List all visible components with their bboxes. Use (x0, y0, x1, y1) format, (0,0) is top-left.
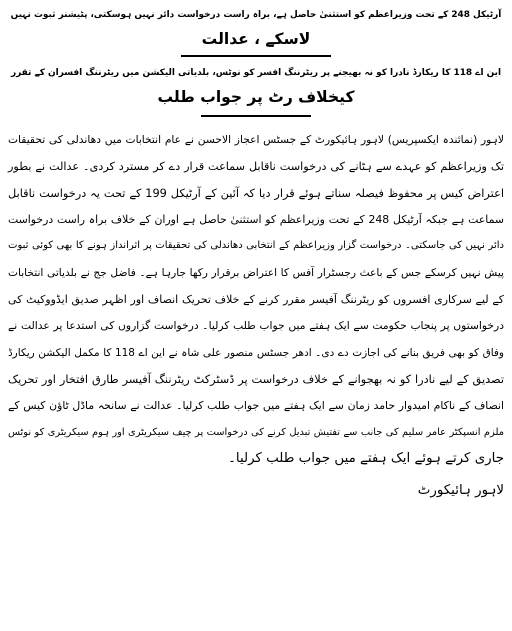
body-line: انصاف کے ناکام امیدوار حامد زمان سے ایک ہفتے میں جواب طلب کرلیا۔ عدالت نے سانحہ ماڈل ٹاؤن کیس کے (8, 398, 504, 412)
headline-divider (181, 55, 331, 57)
main-headline-line: آرٹیکل 248 کے تحت وزیراعظم کو استثنیٰ حاصل ہے، براہ راست درخواست دائر نہیں ہوسکتی، پٹیشنر ثبوت نہیں (10, 10, 502, 20)
body-line: وفاق کو بھی فریق بنانے کی اجازت دے دی۔ ادھر جسٹس منصور علی شاہ نے این اے 118 کا مکمل الیکشن ریکارڈ (8, 346, 504, 359)
body-line: تصدیق کے لیے نادرا کو نہ بھجوانے کے خلاف درخواست پر ڈسٹرکٹ ریٹرننگ آفیسر طارق افتخار اور تحریک (8, 372, 504, 387)
subheadline-divider (201, 115, 311, 117)
body-line: پیش نہیں کرسکے جس کے باعث رجسٹرار آفس کا اعتراض برقرار رکھا جارہا ہے۔ فاضل جج نے بلدیاتی انتخابات (8, 265, 504, 279)
body-line: جاری کرتے ہوئے ایک ہفتے میں جواب طلب کرلیا۔ (228, 451, 504, 467)
body-line: ملزم انسپکٹر عامر سلیم کی جانب سے تفتیش تبدیل کرنے کی درخواست پر چیف سیکریٹری اور ہوم سیکریٹری کو نوٹس (8, 426, 504, 438)
body-line: سماعت ہے جبکہ آرٹیکل 248 کے تحت وزیراعظم کو استثنیٰ حاصل ہے اوران کے خلاف براہ راست درخواست (8, 212, 504, 226)
body-line: درخواستوں پر پنجاب حکومت سے ایک ہفتے میں جواب طلب کرلیا۔ درخواست گزاروں کی استدعا پر عدالت نے (8, 319, 504, 333)
sub-headline-line: این اے 118 کا ریکارڈ نادرا کو نہ بھیجنے پر ریٹرننگ افسر کو نوٹس، بلدیاتی الیکشن میں ریٹرننگ افسران کے تقرر (10, 68, 502, 78)
sub-headline (8, 61, 504, 109)
source-tag: لاہور ہائیکورٹ (417, 482, 504, 498)
article-body (8, 127, 504, 473)
sub-headline-line: کیخلاف رٹ پر جواب طلب (157, 88, 355, 106)
main-headline (8, 3, 504, 51)
body-line: دائر نہیں کی جاسکتی۔ درخواست گزار وزیراعظم کے انتخابی دھاندلی کی تحقیقات پر اثرانداز ہونے کا بھی کوئی ثبوت (8, 240, 504, 252)
body-line: تک وزیراعظم کو عہدے سے ہٹانے کی درخواست ناقابل سماعت قرار دے کر مسترد کردی۔ عدالت نے بطور (8, 159, 504, 173)
main-headline-line: لاسکے ، عدالت (201, 30, 311, 48)
body-line: کے لیے سرکاری افسروں کو ریٹرننگ آفیسر مقرر کرنے کے خلاف تحریک انصاف اور اظہر صدیق ایڈووکیٹ کی (8, 292, 504, 306)
body-line: اعتراض کیس پر محفوظ فیصلہ سناتے ہوئے قرار دیا کہ آئین کے آرٹیکل 199 کے تحت یہ درخواست ناقابل (8, 186, 504, 201)
body-line: لاہور (نمائندہ ایکسپریس) لاہور ہائیکورٹ کے جسٹس اعجاز الاحسن نے عام انتخابات میں دھاندلی کی تحقیقات (8, 133, 504, 146)
